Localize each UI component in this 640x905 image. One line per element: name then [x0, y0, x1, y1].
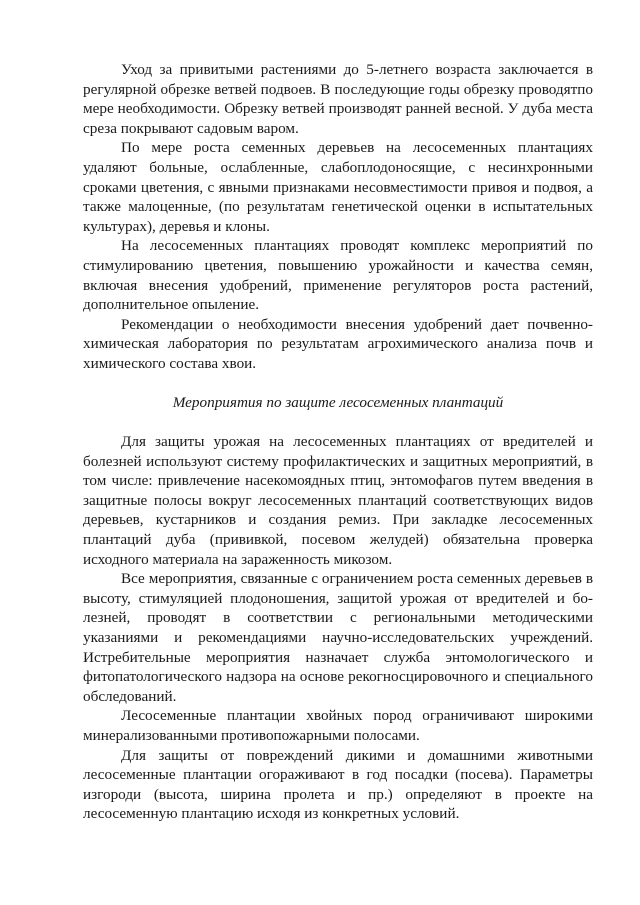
paragraph-tree-removal: По мере роста семенных деревьев на лесосеменных плантациях удаляют больные, ослабленные, слабоплодоносящие, с несинхронными сроками цветения, с явными признаками несовместимости привоя и подвоя, а также малоценные, (по результатам генетической оценки в испытательных культурах), деревья и клоны. — [83, 139, 593, 235]
paragraph-yield-measures: На лесосеменных плантациях проводят комплекс мероприятий по стимулированию цветения, повышению урожайности и качества семян, включая внесения удобрений, применение регуляторов роста растений, дополнительное опыление. — [83, 237, 593, 314]
document-page — [83, 60, 593, 824]
paragraph-fire-strips: Лесосеменные плантации хвойных пород ограничивают широкими минерализованными противопожарными полосами. — [83, 707, 593, 744]
paragraph-pest-protection: Для защиты урожая на лесосеменных плантациях от вредителей и болезней используют систему профилактических и защитных мероприятий, в том числе: привлечение насекомоядных птиц, энтомофагов путем введения в защитные полосы вокруг лесосеменных плантаций соответствующих видов деревьев, кустарников и создания ремиз. При закладке лесосеменных плантаций дуба (прививкой, посевом желудей) обязательна проверка исходного материала на зараженность микозом. — [83, 433, 593, 568]
paragraph-grafting-care: Уход за привитыми растениями до 5-летнего возраста заключается в регулярной обрезке ветвей подвоев. В последующие годы обрезку проводятпо мере необходимости. Обрезку ветвей производят ранней весной. У дуба места среза покрывают садовым варом. — [83, 61, 593, 137]
paragraph-fencing: Для защиты от повреждений дикими и домашними животными лесосеменные плантации огораживают в год посадки (посева). Параметры изгороди (высота, ширина пролета и пр.) определяют в проекте на лесосеменную плантацию исходя из конкретных условий. — [83, 746, 593, 823]
paragraph-regional-guidelines: Все мероприятия, связанные с ограничением роста семенных деревьев в высоту, стимуляцией плодоношения, защитой урожая от вредителей и бо-лезней, проводят в соответствии с региональными методическими указаниями и рекомендациями научно-исследовательских учреждений. Истребительные мероприятия назначает служба энтомологического и фитопатологического надзора на основе рекогносцировочного и специального обследований. — [83, 570, 593, 705]
section-heading-protection: Мероприятия по защите лесосеменных плантаций — [172, 393, 504, 411]
paragraph-fertilizer-recommendations: Рекомендации о необходимости внесения удобрений дает почвенно-химическая лаборатория по результатам агрохимического анализа почв и химического состава хвои. — [83, 315, 593, 372]
